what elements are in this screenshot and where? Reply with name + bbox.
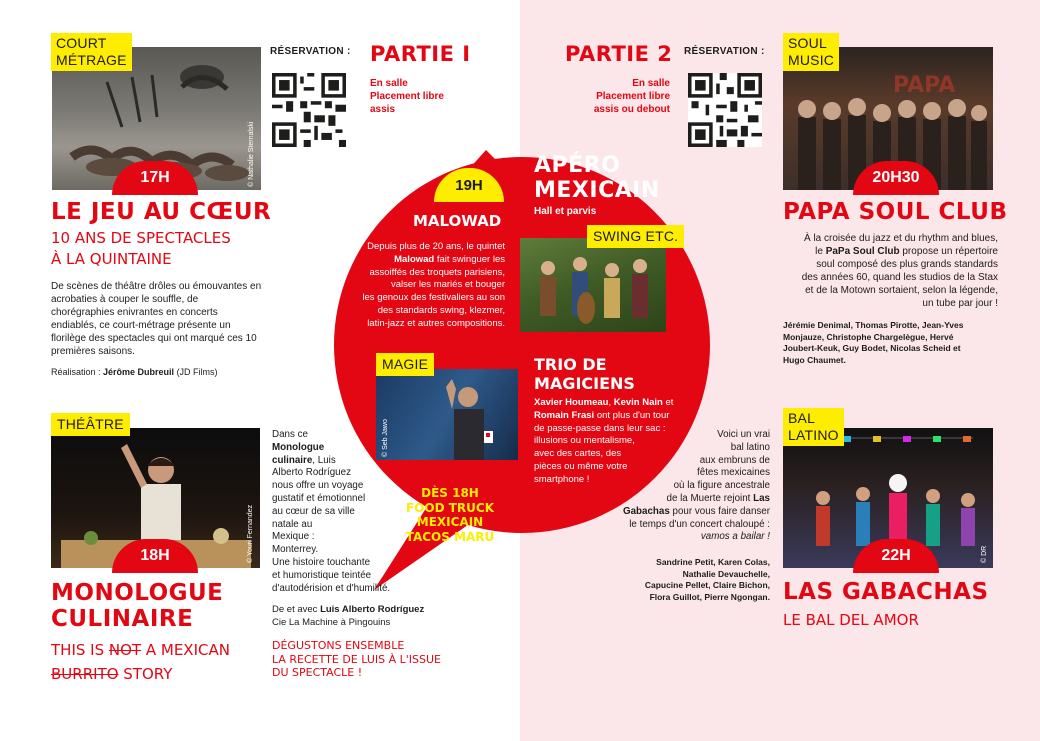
subtitle-line-2 bbox=[51, 662, 230, 686]
member-line: Nathalie Devauchelle, bbox=[682, 568, 770, 579]
papa-soul-club-description bbox=[783, 232, 998, 310]
hour-badge-22h: 22H bbox=[853, 539, 939, 573]
malowad-photo bbox=[520, 238, 666, 332]
desc-line: Voici un vrai bbox=[717, 429, 770, 440]
partie-1-seating bbox=[370, 77, 444, 116]
las-gabachas-description bbox=[560, 429, 770, 544]
desc-line: gustatif et émotionnel bbox=[272, 492, 366, 504]
partie-2-title: PARTIE 2 bbox=[565, 42, 673, 66]
desc-line: latin-jazz et autres compositions. bbox=[367, 317, 505, 329]
apero-line-1: APÉRO bbox=[534, 153, 621, 178]
svg-text:PAPA: PAPA bbox=[893, 73, 956, 98]
band-name: Las bbox=[753, 492, 770, 504]
photo-credit: © Nathalie Sternalski bbox=[248, 121, 255, 187]
desc-line: aux embruns de bbox=[699, 454, 770, 466]
desc-part: pour vous faire danser bbox=[669, 505, 770, 517]
credit-line bbox=[272, 604, 424, 617]
desc-line bbox=[560, 493, 770, 506]
qr-code-partie-2[interactable] bbox=[688, 73, 762, 147]
realisation-suffix: (JD Films) bbox=[174, 367, 218, 377]
desc-line: Monterrey. bbox=[272, 544, 319, 556]
desc-italic: vamos a bailar ! bbox=[700, 531, 770, 543]
papa-soul-club-members: Jérémie Denimal, Thomas Pirotte, Jean-Yves Monjauze, Christophe Chargelègue, Hervé Joubert-Keuk, Guy Bodet, Nicolas Scheid et Hugo Chaumet. bbox=[783, 320, 964, 365]
le-jeu-au-coeur-title: LE JEU AU CŒUR bbox=[51, 199, 272, 225]
credit-label: De et avec bbox=[272, 604, 321, 615]
magician-name: Xavier Houmeau bbox=[534, 397, 609, 408]
desc-line: où la figure ancestrale bbox=[673, 480, 770, 492]
reservation-label-partie-2: RÉSERVATION : bbox=[684, 46, 765, 57]
soul-music-tag bbox=[783, 33, 839, 71]
desc-line: fêtes mexicaines bbox=[697, 467, 770, 479]
member-line: Sandrine Petit, Karen Colas, bbox=[656, 557, 770, 567]
band-name: Gabachas bbox=[622, 505, 670, 517]
qr-icon bbox=[272, 73, 346, 147]
seat-line-3: assis bbox=[370, 104, 396, 115]
cta-line: LA RECETTE DE LUIS À L'ISSUE bbox=[272, 652, 441, 666]
band-name: PaPa Soul Club bbox=[825, 246, 900, 257]
realisation-name: Jérôme Dubreuil bbox=[103, 367, 175, 377]
desc-line: À la croisée du jazz et du rhythm and blues, bbox=[804, 233, 998, 244]
subtitle-strike: BURRITO bbox=[51, 665, 119, 683]
desc-line: les genoux des festivaliers au son bbox=[362, 292, 505, 304]
seat-line-2: Placement libre bbox=[596, 91, 670, 102]
apero-mexicain-title bbox=[534, 153, 660, 203]
magician-name: Romain Frasi bbox=[534, 409, 595, 421]
desc-line: et humoristique teintée bbox=[272, 569, 372, 581]
monologue-cta bbox=[272, 639, 441, 680]
desc-line bbox=[272, 442, 472, 455]
desc-line: Une histoire touchante bbox=[272, 556, 371, 568]
desc-line bbox=[783, 245, 998, 258]
desc-line: smartphone ! bbox=[534, 473, 590, 485]
le-jeu-subtitle-2: À LA QUINTAINE bbox=[51, 250, 172, 268]
subtitle-part: STORY bbox=[118, 665, 173, 683]
subtitle-part: THIS IS bbox=[51, 641, 109, 659]
title-line-1: MONOLOGUE bbox=[51, 580, 224, 606]
desc-part: de la Muerte rejoint bbox=[666, 492, 754, 504]
desc-line: au cœur de sa ville bbox=[272, 505, 355, 517]
le-jeu-realisation bbox=[51, 366, 218, 379]
monologue-credits bbox=[272, 604, 424, 629]
desc-line: un tube par jour ! bbox=[922, 298, 998, 309]
desc-line: des années 60, quand les studios de la Stax bbox=[801, 272, 998, 283]
malowad-title: MALOWAD bbox=[413, 212, 502, 230]
magician-name: Kevin Nain bbox=[613, 397, 663, 408]
las-gabachas-subtitle: LE BAL DEL AMOR bbox=[783, 611, 919, 629]
hour-badge-17h: 17H bbox=[112, 161, 198, 195]
apero-line-2: MEXICAIN bbox=[534, 178, 660, 203]
desc-line bbox=[560, 531, 770, 544]
tag-line-1: BAL bbox=[788, 410, 816, 426]
subtitle-line-1 bbox=[51, 638, 230, 662]
band-name: Malowad bbox=[394, 253, 435, 265]
desc-line: avec des cartes, des bbox=[534, 448, 622, 460]
desc-line: pièces ou même votre bbox=[534, 460, 628, 472]
desc-line bbox=[534, 397, 699, 410]
desc-line: des standards swing, klezmer, bbox=[377, 304, 505, 316]
seat-line-3: assis ou debout bbox=[593, 104, 670, 115]
bal-latino-tag bbox=[783, 408, 844, 446]
las-gabachas-members bbox=[600, 557, 770, 603]
tag-line-1: COURT bbox=[56, 35, 107, 51]
reservation-label-partie-1: RÉSERVATION : bbox=[270, 46, 351, 57]
subtitle-part: A MEXICAN bbox=[141, 641, 230, 659]
desc-line: valser les mariés et bouger bbox=[390, 279, 505, 291]
desc-line: de passe-passe dans leur sac : bbox=[534, 422, 666, 434]
desc-line: bal latino bbox=[730, 441, 770, 453]
desc-line bbox=[534, 410, 699, 423]
desc-line: soul composé des plus grands standards bbox=[816, 259, 998, 270]
tag-line-1: SOUL bbox=[788, 35, 827, 51]
magie-tag: MAGIE bbox=[376, 353, 434, 376]
desc-line: et de la Motown sortaient, selon la légende, bbox=[805, 285, 998, 296]
desc-line: le temps d'un concert chaloupé : bbox=[629, 518, 770, 530]
monologue-culinaire-title bbox=[51, 580, 223, 632]
monologue-description bbox=[272, 429, 472, 595]
trio-line-2: MAGICIENS bbox=[534, 374, 635, 393]
tag-line-2: MÉTRAGE bbox=[56, 52, 127, 68]
desc-line: illusions ou mentalisme, bbox=[534, 435, 635, 447]
cta-line: DU SPECTACLE ! bbox=[272, 666, 363, 679]
realisation-label: Réalisation : bbox=[51, 367, 104, 377]
desc-line: Dans ce bbox=[272, 429, 308, 440]
monologue-subtitle bbox=[51, 638, 230, 686]
desc-line: nous offre un voyage bbox=[272, 480, 364, 492]
seat-line-1: En salle bbox=[370, 78, 408, 89]
malowad-description bbox=[340, 241, 505, 331]
food-line: MEXICAIN bbox=[416, 515, 484, 529]
hour-badge-20h30: 20H30 bbox=[853, 161, 939, 195]
qr-code-partie-1[interactable] bbox=[272, 73, 346, 147]
tag-line-2: LATINO bbox=[788, 427, 839, 443]
photo-credit: © Seb Jawo bbox=[382, 419, 389, 457]
show-name: culinaire bbox=[272, 454, 313, 466]
desc-part: fait swinguer les bbox=[434, 253, 505, 265]
desc-line bbox=[560, 506, 770, 519]
desc-part: propose un répertoire bbox=[899, 246, 998, 257]
desc-line bbox=[272, 455, 472, 468]
trio-de-magiciens-title bbox=[534, 355, 635, 393]
band-outdoor-illustration bbox=[520, 238, 666, 332]
trio-line-1: TRIO DE bbox=[534, 355, 607, 374]
partie-2-seating bbox=[560, 77, 670, 116]
court-metrage-tag bbox=[51, 33, 132, 71]
cta-line: DÉGUSTONS ENSEMBLE bbox=[272, 639, 405, 652]
hour-badge-19h-container bbox=[434, 168, 504, 202]
partie-1-title: PARTIE I bbox=[370, 42, 471, 66]
desc-line: Depuis plus de 20 ans, le quintet bbox=[367, 241, 505, 252]
photo-credit: © Youri Fernandez bbox=[247, 504, 254, 563]
seat-line-2: Placement libre bbox=[370, 91, 444, 102]
food-line: TACOS MARU bbox=[405, 529, 495, 544]
desc-line: Alberto Rodríguez bbox=[272, 467, 351, 479]
member-line: Flora Guillot, Pierre Ngongan. bbox=[649, 591, 770, 602]
las-gabachas-title: LAS GABACHAS bbox=[783, 579, 989, 605]
desc-part: le bbox=[815, 246, 826, 257]
papa-soul-club-title: PAPA SOUL CLUB bbox=[783, 199, 1008, 225]
desc-line: Mexique : bbox=[272, 531, 315, 543]
hour-badge-18h: 18H bbox=[112, 539, 198, 573]
photo-credit: © DR bbox=[981, 545, 988, 563]
desc-part: , bbox=[608, 397, 614, 408]
title-line-2: CULINAIRE bbox=[51, 606, 194, 632]
desc-part: , Luis bbox=[312, 454, 336, 466]
apero-place: Hall et parvis bbox=[534, 206, 597, 217]
desc-part: et bbox=[662, 397, 674, 408]
tag-line-2: MUSIC bbox=[788, 52, 835, 68]
member-line: Capucine Pellet, Claire Bichon, bbox=[644, 580, 770, 590]
desc-line bbox=[340, 254, 505, 267]
food-line: FOOD TRUCK bbox=[405, 500, 494, 515]
credit-name: Luis Alberto Rodríguez bbox=[320, 604, 425, 615]
swing-etc-tag: SWING ETC. bbox=[587, 225, 684, 248]
food-line: DÈS 18H bbox=[421, 486, 479, 500]
theatre-tag: THÉÂTRE bbox=[51, 413, 130, 436]
le-jeu-description: De scènes de théâtre drôles ou émouvantes en acrobaties à couper le souffle, de chorégraphies enivrantes en concerts endiablés, ce court-métrage présente un florilège des spectacles qui ont marqué ces 10 premières saisons. bbox=[51, 281, 262, 357]
subtitle-strike: NOT bbox=[108, 641, 142, 659]
desc-line: natale au bbox=[272, 518, 313, 530]
le-jeu-subtitle-1: 10 ANS DE SPECTACLES bbox=[51, 229, 231, 247]
credit-company: Cie La Machine à Pingouins bbox=[272, 616, 391, 628]
seat-line-1: En salle bbox=[632, 78, 670, 89]
desc-part: ont plus d'un tour bbox=[594, 409, 670, 421]
hour-badge-19h: 19H bbox=[434, 168, 504, 202]
desc-line: d'autodérision et d'humilité. bbox=[272, 582, 391, 594]
show-name: Monologue bbox=[272, 441, 325, 453]
desc-line: assoiffés des troquets parisiens, bbox=[369, 266, 505, 278]
qr-icon bbox=[688, 73, 762, 147]
